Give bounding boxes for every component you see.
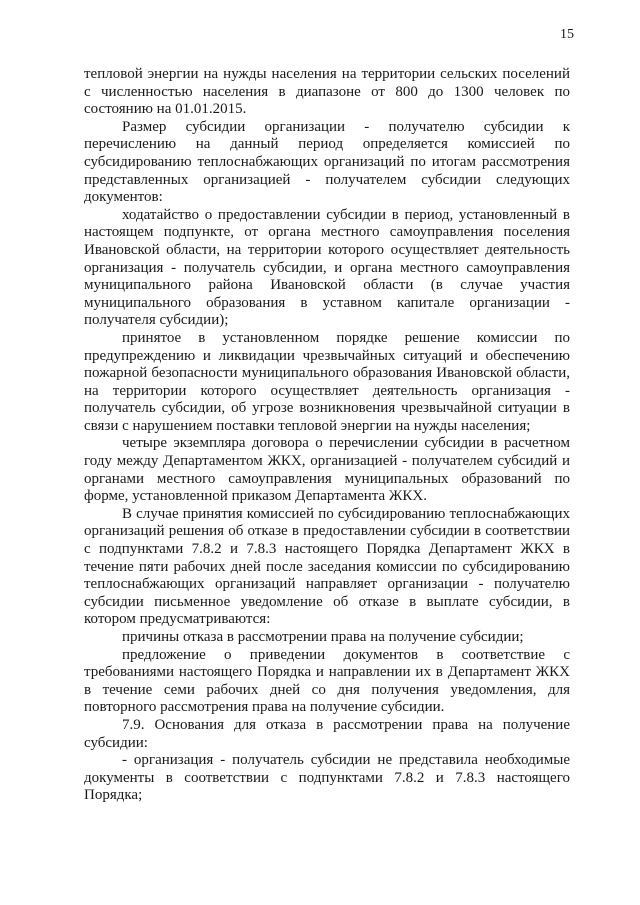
paragraph-petition: ходатайство о предоставлении субсидии в период, установленный в настоящем подпункте, от органа местного самоуправления поселения Ивановской области, на территории которого осуществляет деятельность организация - получатель субсидии, и органа местного самоуправления муниципального района Ивановской области (в случае участия муниципального образования в уставном капитале организации - получателя субсидии); <box>84 206 570 329</box>
paragraph-section-7-9: 7.9. Основания для отказа в рассмотрении права на получение субсидии: <box>84 716 570 751</box>
paragraph-subsidy-amount: Размер субсидии организации - получателю субсидии к перечислению на данный период определяется комиссией по субсидированию теплоснабжающих организаций по итогам рассмотрения представленных организацией - получателем субсидии следующих документов: <box>84 118 570 206</box>
paragraph-continuation: тепловой энергии на нужды населения на территории сельских поселений с численностью населения в диапазоне от 800 до 1300 человек по состоянию на 01.01.2015. <box>84 66 570 118</box>
document-body <box>84 66 570 805</box>
paragraph-contract-copies: четыре экземпляра договора о перечислении субсидии в расчетном году между Департаментом ЖКХ, организацией - получателем субсидий и органами местного самоуправления муниципальных образований по форме, установленной приказом Департамента ЖКХ. <box>84 435 570 505</box>
paragraph-refusal-case: В случае принятия комиссией по субсидированию теплоснабжающих организаций решения об отказе в предоставлении субсидии в соответствии с подпунктами 7.8.2 и 7.8.3 настоящего Порядка Департамент ЖКХ в течение пяти рабочих дней после заседания комиссии по субсидированию теплоснабжающих организаций направляет организации - получателю субсидии письменное уведомление об отказе в выплате субсидии, в котором предусматриваются: <box>84 505 570 628</box>
paragraph-refusal-reasons: причины отказа в рассмотрении права на получение субсидии; <box>122 629 524 645</box>
paragraph-missing-documents: - организация - получатель субсидии не представила необходимые документы в соответствии с подпунктами 7.8.2 и 7.8.3 настоящего Порядка; <box>84 752 570 804</box>
page-number: 15 <box>560 27 574 42</box>
paragraph-commission-decision: принятое в установленном порядке решение комиссии по предупреждению и ликвидации чрезвычайных ситуаций и обеспечению пожарной безопасности муниципального образования Ивановской области, на территории которого осуществляет деятельность организация - получатель субсидии, об угрозе возникновения чрезвычайной ситуации в связи с нарушением поставки тепловой энергии на нужды населения; <box>84 329 570 434</box>
paragraph-resubmission-offer: предложение о приведении документов в соответствие с требованиями настоящего Порядка и направлении их в Департамент ЖКХ в течение семи рабочих дней со дня получения уведомления, для повторного рассмотрения права на получение субсидии. <box>84 646 570 716</box>
